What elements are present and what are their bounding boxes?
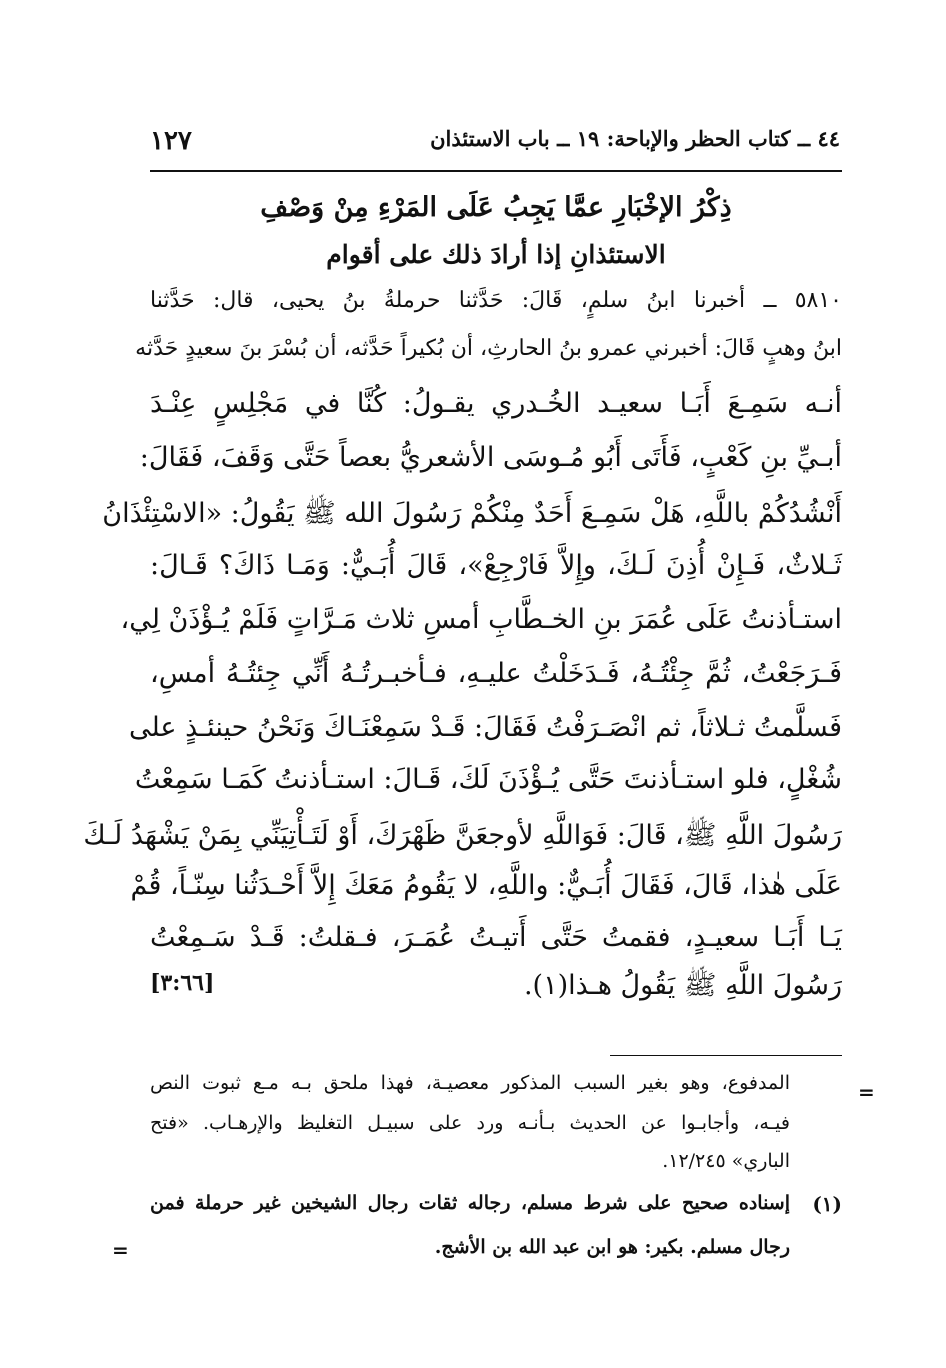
hadith-line: عَلَى هٰذا، قَالَ، فَقَالَ أُبَـيٌّ: واللَّهِ، لا يَقُومُ مَعَكَ إِلاَّ أَحْـدَثُنا سِنّـاً، قُمْ [130, 870, 842, 901]
footnote-line: الباري» ١٢/٢٤٥. [662, 1150, 790, 1172]
hadith-line: أنـه سَمِـعَ أَبَـا سعيـد الخُـدري يقـولُ: كُنَّا في مَجْلِسٍ عِنْـدَ [150, 388, 842, 419]
running-title: ٤٤ ــ كتاب الحظر والإباحة: ١٩ ــ باب الاستئذان [430, 126, 840, 151]
footnote-divider [610, 1055, 842, 1056]
footnote-line: رجال مسلم. بكير: هو ابن عبد الله بن الأشج. [434, 1236, 790, 1258]
hadith-line: أبـيِّ بنِ كَعْبٍ، فَأَتَى أَبُو مُـوسَى الأشعريُّ بعصاً حَتَّى وَقَفَ، فَقَالَ: [139, 442, 842, 473]
hadith-line: ثَـلاثٌ، فَـإِنْ أُذِنَ لَـكَ، وإِلاَّ فَارْجِعْ»، قَالَ أُبَـيٌّ: وَمَـا ذَاكَ؟ قَـالَ: [150, 550, 842, 581]
isnad-line: ابنُ وهبٍ قَالَ: أخبرني عمرو بنُ الحارثِ، أن بُكيراً حَدَّثه، أن بُسْرَ بنَ سعيدٍ حَدَّثه [135, 336, 842, 361]
footnote-number: (١) [812, 1192, 842, 1216]
header-divider [150, 170, 842, 172]
continuation-marker: = [858, 1080, 875, 1104]
section-title-line-1: ذِكْرُ الإخْبَارِ عمَّا يَجِبُ عَلَى المَرْءِ مِنْ وَصْفِ [260, 192, 732, 223]
footnote-line: فيـه، وأجابـوا عن الحديث بـأنـه ورد على سبيـل التغليظ والإرهـاب. «فتح [150, 1112, 790, 1134]
section-title-line-2: الاستئذانِ إذا أرادَ ذلك على أقوام [326, 240, 666, 269]
next-page-marker: = [112, 1238, 129, 1262]
hadith-line: فَـرَجَعْتُ، ثُمَّ جِئْتُـهُ، فَـدَخَلْتُ عليـهِ، فـأخبـرتُـهُ أَنِّي جِئتُـهُ أمسِ، [150, 658, 842, 689]
hadith-line: رَسُولَ اللَّهِ ﷺ، قَالَ: فَوَاللَّهِ لأوجعَنَّ ظَهْرَكَ، أَوْ لَتَـأْتِيَنِّي بِمَنْ يَشْهَدُ لَـكَ [83, 820, 842, 851]
hadith-line: يَـا أَبَـا سعيـدٍ، فقمتُ حَتَّى أَتيـتُ عُمَـرَ، فـقلتُ: قَـدْ سَـمِعْتُ [150, 922, 842, 953]
source-reference: [٣:٦٦] [150, 970, 215, 996]
isnad-line: ٥٨١٠ ــ أخبرنا ابنُ سلمٍ، قَالَ: حَدَّثنا حرملةُ بنُ يحيى، قال: حَدَّثنا [150, 288, 842, 313]
footnote-line: إسناده صحيح على شرط مسلم، رجاله ثقات رجال الشيخين غير حرملة فمن [150, 1192, 790, 1214]
page-number: ١٢٧ [150, 126, 192, 156]
hadith-line: شُغْلٍ، فلو استـأذنتَ حَتَّى يُـؤْذَنَ لَكَ، قَـالَ: استـأذنتُ كَمَـا سَمِعْتُ [134, 764, 842, 795]
hadith-line: رَسُولَ اللَّهِ ﷺ يَقُولُ هـذا(١). [523, 970, 842, 1001]
hadith-line: استـأذنتُ عَلَى عُمَرَ بنِ الخـطَّابِ أمسِ ثلاث مَـرَّاتٍ فَلَمْ يُـؤْذَنْ لِي، [120, 604, 842, 635]
hadith-line: أَنْشُدُكُمْ باللَّهِ، هَلْ سَمِـعَ أَحَدٌ مِنْكُمْ رَسُولَ الله ﷺ يَقُولُ: «الاسْتِئْذَانُ [102, 498, 842, 529]
footnote-line: المدفوع، وهو بغير السبب المذكور معصيـة، فهذا ملحق بـه مـع ثبوت النص [150, 1072, 790, 1094]
hadith-line: فَسلَّمتُ ثـلاثاً، ثم انْصَـرَفْتُ فَقَالَ: قَـدْ سَمِعْنَـاكَ وَنَحْنُ حينئـذٍ على [128, 712, 842, 743]
